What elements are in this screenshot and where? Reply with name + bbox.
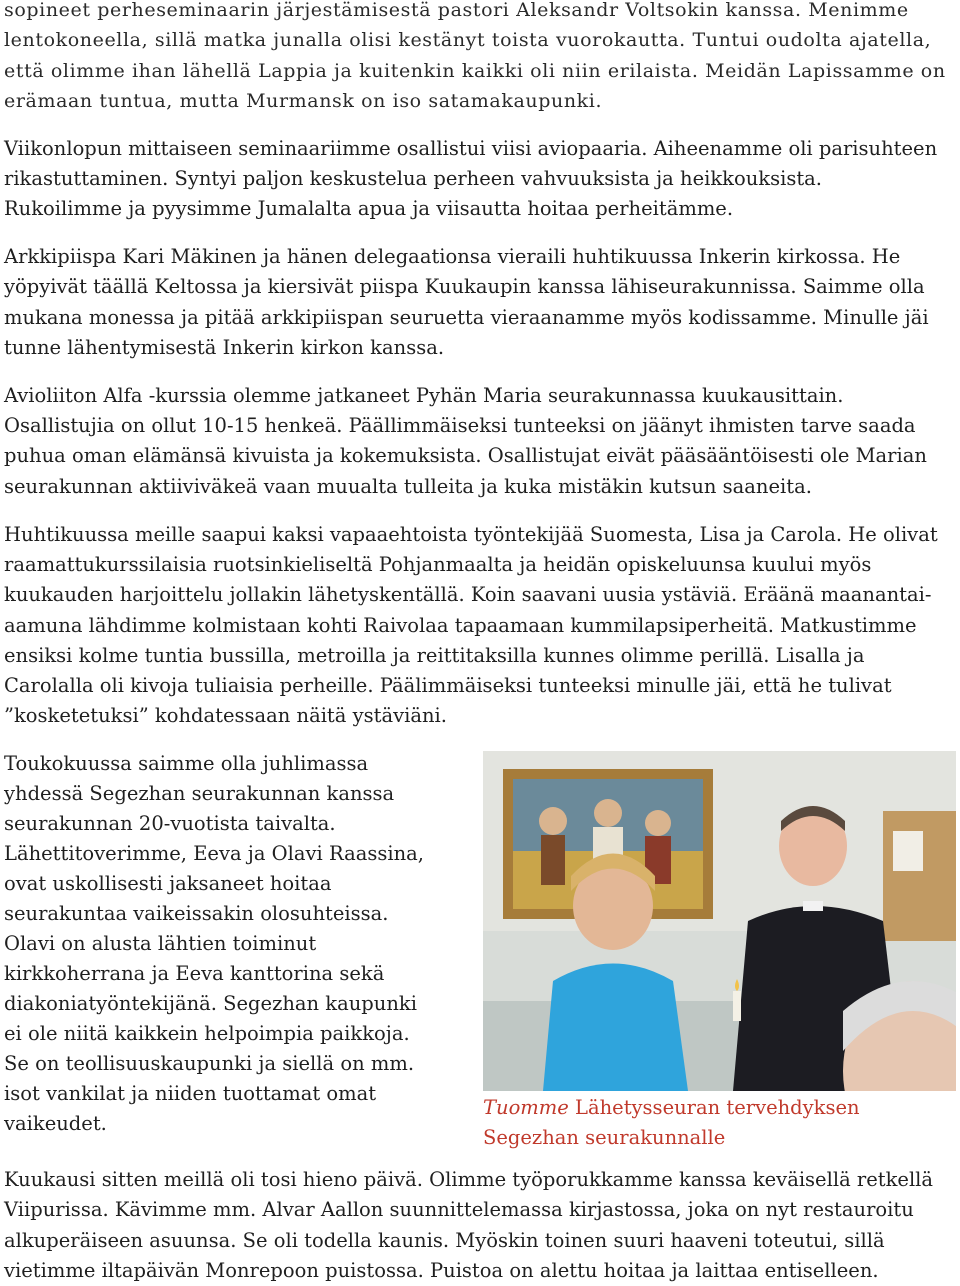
text-line: alkuperäiseen asuunsa. Se oli todella kaunis. Myöskin toinen suuri haaveni toteutui, sillä bbox=[4, 1229, 885, 1252]
text-line: Osallistujia on ollut 10-15 henkeä. Päällimmäiseksi tunteeksi on jäänyt ihmisten tarve saada bbox=[4, 414, 916, 437]
text-line: Carolalla oli kivoja tuliaisia perheille. Päälimmäiseksi tunteeksi minulle jäi, että he tulivat bbox=[4, 674, 892, 697]
text-line: lentokoneella, sillä matka junalla olisi kestänyt toista vuorokautta. Tuntui oudolta ajatella, bbox=[4, 29, 932, 51]
text-line: puhua oman elämänsä kivuista ja kokemuksista. Osallistujat eivät pääsääntöisesti ole Marian bbox=[4, 444, 927, 467]
text-line: rikastuttaminen. Syntyi paljon keskustelua perheen vahvuuksista ja heikkouksista. bbox=[4, 167, 823, 190]
text-line: seurakuntaa vaikeissakin olosuhteissa. bbox=[4, 902, 389, 925]
text-line: yöpyivät täällä Keltossa ja kiersivät piispa Kuukaupin kanssa lähiseurakunnissa. Saimme olla bbox=[4, 275, 925, 298]
text-line: yhdessä Segezhan seurakunnan kanssa bbox=[4, 782, 395, 805]
text-line: Rukoilimme ja pyysimme Jumalalta apua ja viisautta hoitaa perheitämme. bbox=[4, 197, 734, 220]
text-line: Arkkipiispa Kari Mäkinen ja hänen delegaationsa vieraili huhtikuussa Inkerin kirkossa. He bbox=[4, 245, 901, 268]
caption-text: Lähetysseuran tervehdyksen bbox=[568, 1096, 860, 1119]
text-line: isot vankilat ja niiden tuottamat omat bbox=[4, 1082, 377, 1105]
text-line: diakoniatyöntekijänä. Segezhan kaupunki bbox=[4, 992, 417, 1015]
text-line: mukana monessa ja pitää arkkipiispan seuruetta vieraanamme myös kodissamme. Minulle jäi bbox=[4, 306, 929, 329]
text-line: ei ole niitä kaikkein helpoimpia paikkoja. bbox=[4, 1022, 410, 1045]
text-line: aamuna lähdimme kolmistaan kohti Raivolaa tapaamaan kummilapsiperheitä. Matkustimme bbox=[4, 614, 917, 637]
text-line: Lähettitoverimme, Eeva ja Olavi Raassina, bbox=[4, 842, 424, 865]
text-line: Viikonlopun mittaiseen seminaariimme osallistui viisi aviopaaria. Aiheenamme oli parisuhteen bbox=[4, 137, 938, 160]
text-line: vietimme iltapäivän Monrepoon puistossa. Puistoa on alettu hoitaa ja laittaa entiselleen. bbox=[4, 1259, 879, 1282]
text-line: Huhtikuussa meille saapui kaksi vapaaehtoista työntekijää Suomesta, Lisa ja Carola. He olivat bbox=[4, 523, 938, 546]
text-line: ”kosketetuksi” kohdatessaan näitä ystäviäni. bbox=[4, 704, 447, 727]
text-line: Kuukausi sitten meillä oli tosi hieno päivä. Olimme työporukkamme kanssa keväisellä retkellä bbox=[4, 1168, 934, 1191]
event-photo bbox=[483, 751, 956, 1091]
text-line: ovat uskollisesti jaksaneet hoitaa bbox=[4, 872, 332, 895]
photo-caption-line: Segezhan seurakunnalle bbox=[483, 1126, 726, 1149]
text-line: Avioliiton Alfa -kurssia olemme jatkaneet Pyhän Maria seurakunnassa kuukausittain. bbox=[4, 384, 844, 407]
text-line: seurakunnan 20-vuotista taivalta. bbox=[4, 812, 336, 835]
text-line: kirkkoherrana ja Eeva kanttorina sekä bbox=[4, 962, 385, 985]
text-line: Viipurissa. Kävimme mm. Alvar Aallon suunnittelemassa kirjastossa, joka on nyt restauroitu bbox=[4, 1198, 914, 1221]
text-line: ensiksi kolme tuntia bussilla, metroilla ja reittitaksilla kunnes olimme perillä. Lisalla ja bbox=[4, 644, 865, 667]
text-line: tunne lähentymisestä Inkerin kirkon kanssa. bbox=[4, 336, 445, 359]
text-line: kuukauden harjoittelu jollakin lähetyskentällä. Koin saavani uusia ystäviä. Eräänä maanantai- bbox=[4, 583, 932, 606]
text-line: raamattukurssilaisia ruotsinkieliseltä Pohjanmaalta ja heidän opiskeluunsa kuului myös bbox=[4, 553, 872, 576]
text-line: Se on teollisuuskaupunki ja siellä on mm. bbox=[4, 1052, 415, 1075]
text-line: Toukokuussa saimme olla juhlimassa bbox=[4, 752, 369, 775]
text-line: erämaan tuntua, mutta Murmansk on iso satamakaupunki. bbox=[4, 90, 603, 112]
text-line: että olimme ihan lähellä Lappia ja kuitenkin kaikki oli niin erilaista. Meidän Lapissamme on bbox=[4, 60, 946, 82]
text-line: Olavi on alusta lähtien toiminut bbox=[4, 932, 317, 955]
caption-italic: Tuomme bbox=[483, 1096, 569, 1119]
text-line: seurakunnan aktiiviväkeä vaan muualta tulleita ja kuka mistäkin kutsun saaneita. bbox=[4, 475, 812, 498]
photo-illustration bbox=[483, 751, 956, 1091]
text-line: sopineet perheseminaarin järjestämisestä pastori Aleksandr Voltsokin kanssa. Menimme bbox=[4, 0, 909, 21]
text-line: vaikeudet. bbox=[4, 1112, 107, 1135]
photo-caption-line bbox=[483, 1093, 860, 1123]
